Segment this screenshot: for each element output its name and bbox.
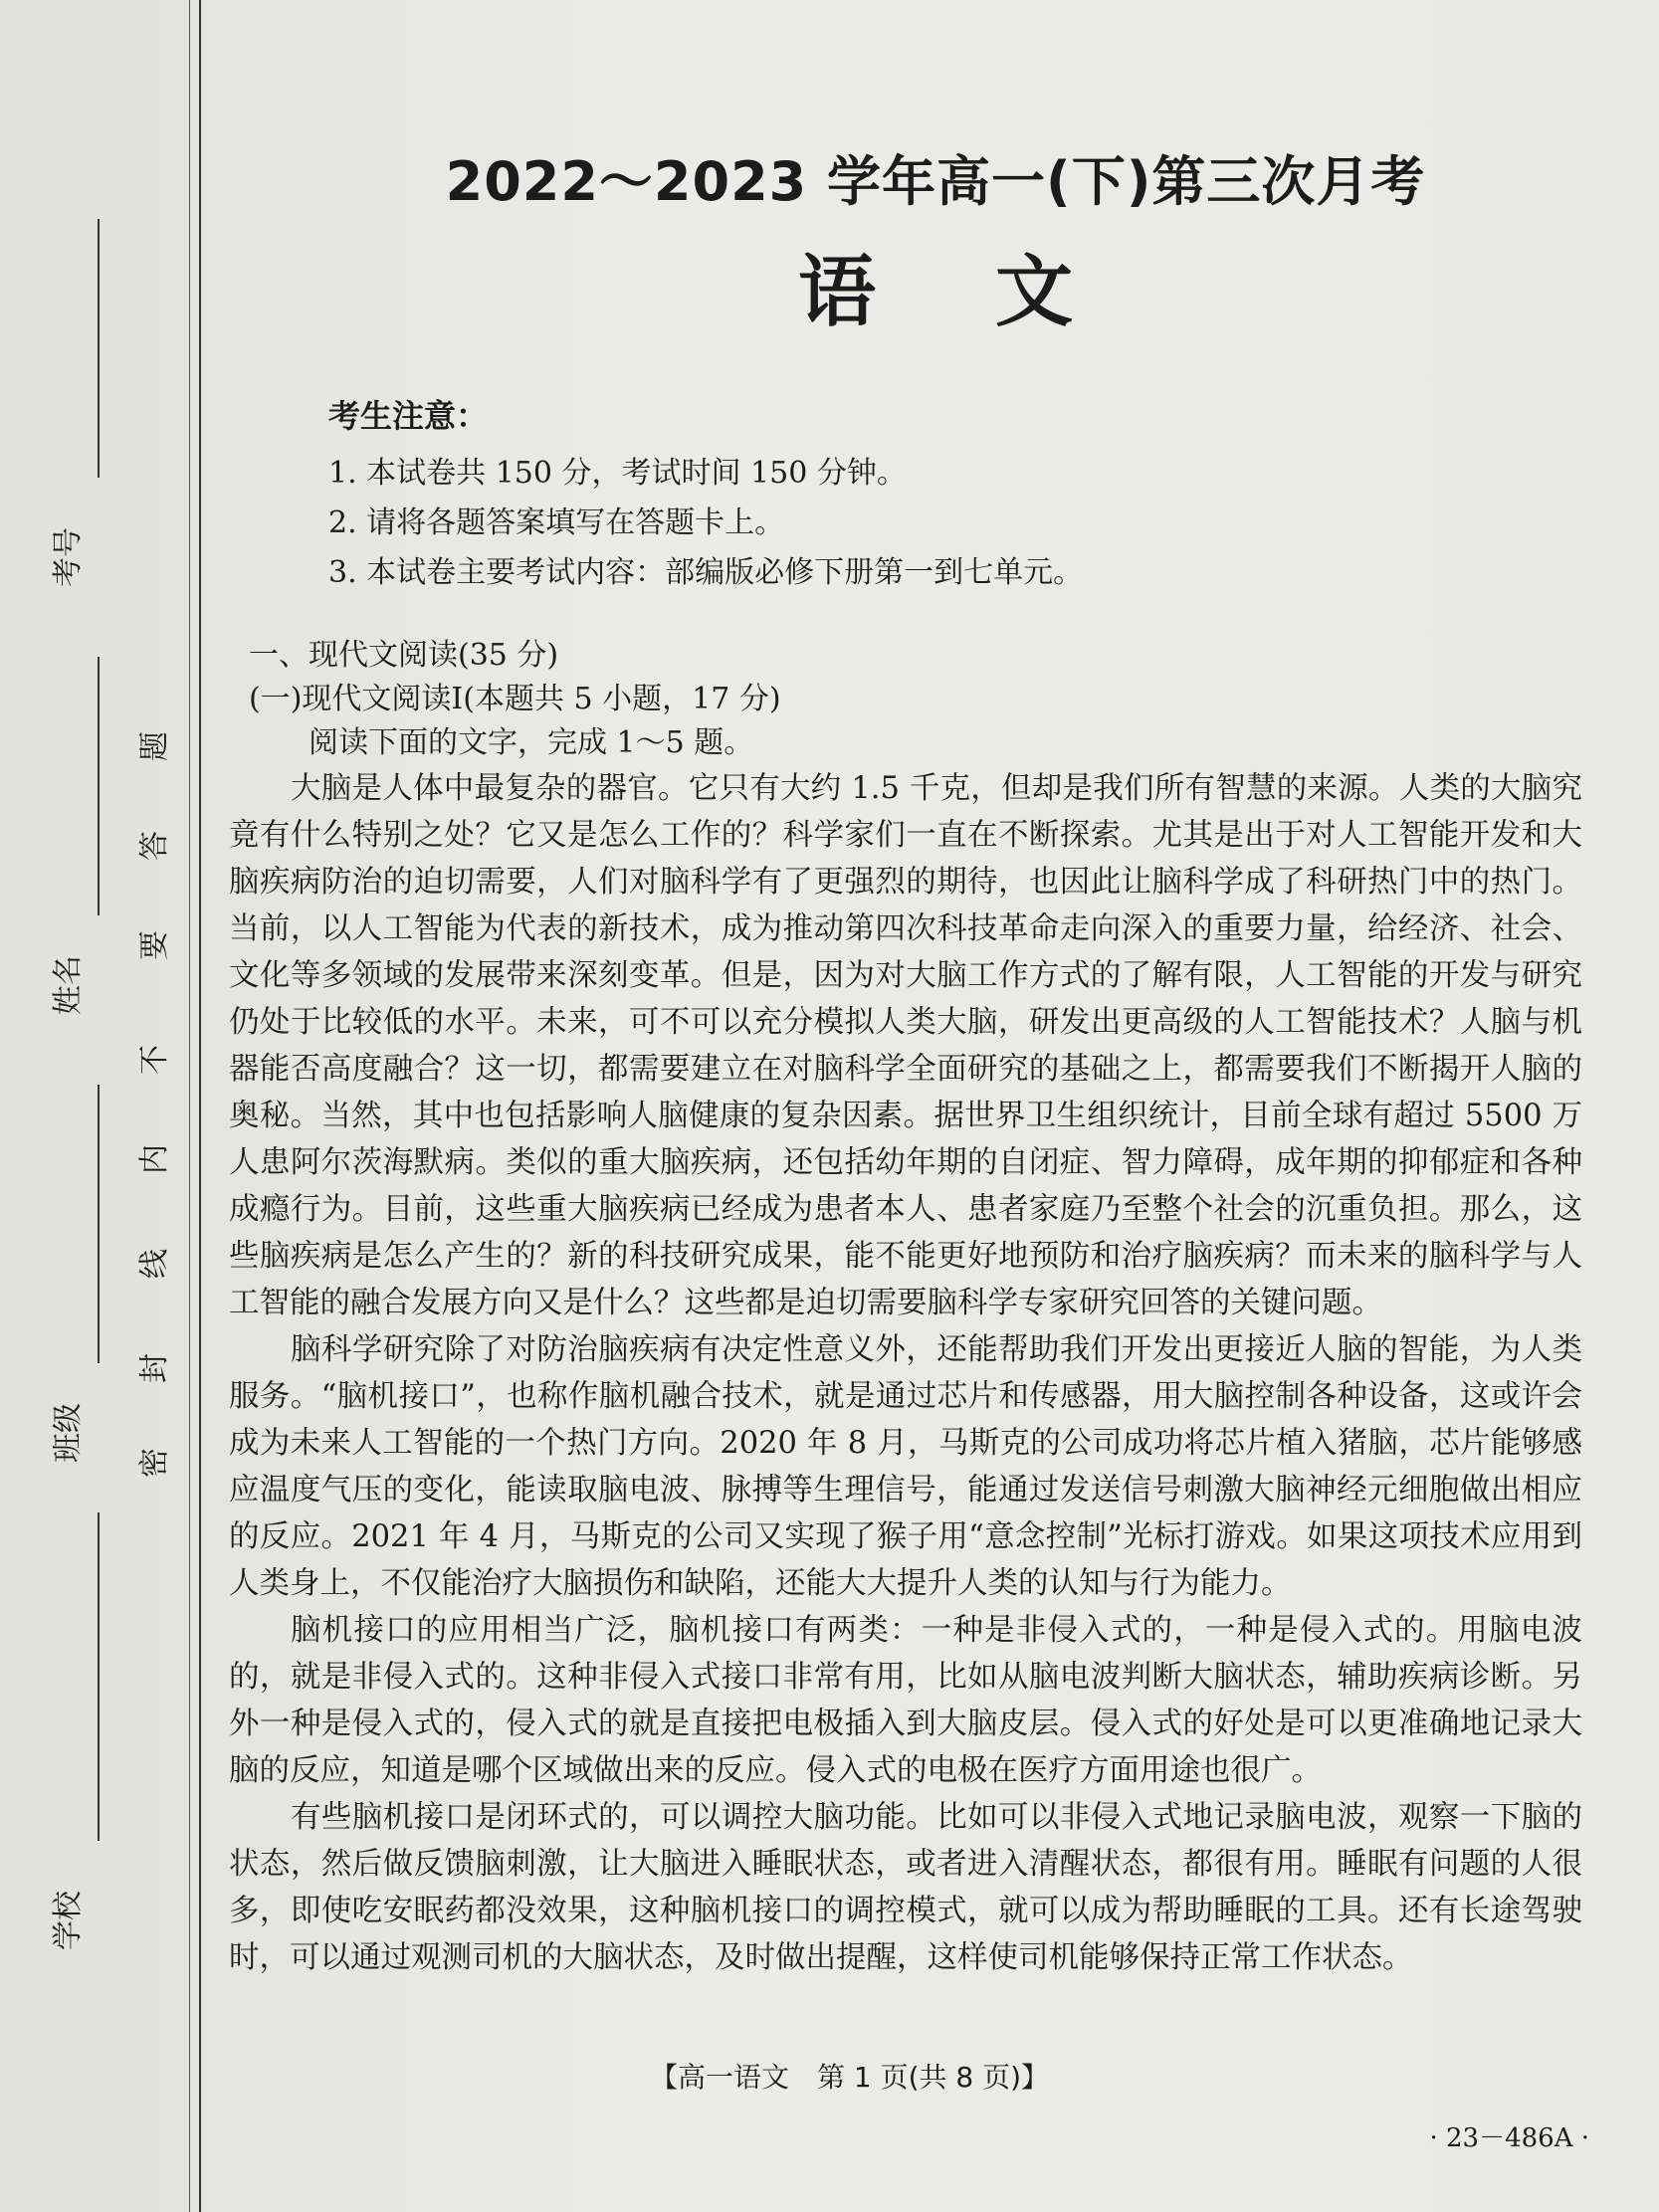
- binding-margin: [0, 0, 201, 2212]
- exam-number-label: 考号: [51, 527, 86, 587]
- school-label: 学校: [51, 1891, 86, 1950]
- reading-instruction: 阅读下面的文字，完成 1～5 题。: [309, 725, 754, 760]
- subsection-heading: (一)现代文阅读Ⅰ(本题共 5 小题，17 分): [249, 682, 781, 716]
- class-label: 班级: [51, 1403, 86, 1463]
- notice-item: 3. 本试卷主要考试内容：部编版必修下册第一到七单元。: [328, 555, 1084, 590]
- seal-char: 线: [137, 1249, 172, 1279]
- seal-char: 不: [137, 1045, 172, 1075]
- exam-title: 2022～2023 学年高一(下)第三次月考: [445, 150, 1426, 213]
- notice-item: 2. 请将各题答案填写在答题卡上。: [328, 505, 785, 540]
- notice-item: 1. 本试卷共 150 分，考试时间 150 分钟。: [328, 456, 907, 491]
- paper-code: · 23－486A ·: [1429, 2123, 1589, 2153]
- passage-paragraph: 脑机接口的应用相当广泛，脑机接口有两类：一种是非侵入式的，一种是侵入式的。用脑电波的，就是非侵入式的。这种非侵入式接口非常有用，比如从脑电波判断大脑状态，辅助疾病诊断。另外一种是侵入式的，侵入式的就是直接把电极插入到大脑皮层。侵入式的好处是可以更准确地记录大脑的反应，知道是哪个区域做出来的反应。侵入式的电极在医疗方面用途也很广。: [229, 1613, 1582, 1788]
- passage-paragraph: 脑科学研究除了对防治脑疾病有决定性意义外，还能帮助我们开发出更接近人脑的智能，为人类服务。“脑机接口”，也称作脑机融合技术，就是通过芯片和传感器，用大脑控制各种设备，这或许会成为未来人工智能的一个热门方向。2020 年 8 月，马斯克的公司成功将芯片植入猪脑，芯片能够感应温度气压的变化，能读取脑电波、脉搏等生理信号，能通过发送信号刺激大脑神经元细胞做出相应的反应。2021 年 4 月，马斯克的公司又实现了猴子用“意念控制”光标打游戏。如果这项技术应用到人类身上，不仅能治疗大脑损伤和缺陷，还能大大提升人类的认知与行为能力。: [229, 1332, 1582, 1601]
- seal-char: 密: [137, 1448, 172, 1478]
- seal-char: 封: [137, 1353, 172, 1383]
- page-footer: 【高一语文 第 1 页(共 8 页)】: [649, 2061, 1050, 2094]
- seal-char: 内: [137, 1144, 172, 1174]
- binding-fold-line: [189, 0, 190, 2212]
- school-blank: [98, 1512, 100, 1841]
- seal-char: 要: [137, 930, 172, 960]
- main-content: [229, 139, 1582, 1981]
- seal-char: 答: [137, 831, 172, 861]
- exam-number-blank: [98, 219, 100, 478]
- subject-title: 语文: [797, 248, 1192, 337]
- name-label: 姓名: [51, 955, 86, 1015]
- passage-paragraph: 有些脑机接口是闭环式的，可以调控大脑功能。比如可以非侵入式地记录脑电波，观察一下脑的状态，然后做反馈脑刺激，让大脑进入睡眠状态，或者进入清醒状态，都很有用。睡眠有问题的人很多，即使吃安眠药都没效果，这种脑机接口的调控模式，就可以成为帮助睡眠的工具。还有长途驾驶时，可以通过观测司机的大脑状态，及时做出提醒，这样使司机能够保持正常工作状态。: [229, 1800, 1582, 1975]
- name-blank: [98, 657, 100, 915]
- passage-paragraph: 大脑是人体中最复杂的器官。它只有大约 1.5 千克，但却是我们所有智慧的来源。人类的大脑究竟有什么特别之处？它又是怎么工作的？科学家们一直在不断探索。尤其是出于对人工智能开发和大脑疾病防治的迫切需要，人们对脑科学有了更强烈的期待，也因此让脑科学成了科研热门中的热门。当前，以人工智能为代表的新技术，成为推动第四次科技革命走向深入的重要力量，给经济、社会、文化等多领域的发展带来深刻变革。但是，因为对大脑工作方式的了解有限，人工智能的开发与研究仍处于比较低的水平。未来，可不可以充分模拟人类大脑，研发出更高级的人工智能技术？人脑与机器能否高度融合？这一切，都需要建立在对脑科学全面研究的基础之上，都需要我们不断揭开人脑的奥秘。当然，其中也包括影响人脑健康的复杂因素。据世界卫生组织统计，目前全球有超过 5500 万人患阿尔茨海默病。类似的重大脑疾病，还包括幼年期的自闭症、智力障碍，成年期的抑郁症和各种成瘾行为。目前，这些重大脑疾病已经成为患者本人、患者家庭乃至整个社会的沉重负担。那么，这些脑疾病是怎么产生的？新的科技研究成果，能不能更好地预防和治疗脑疾病？而未来的脑科学与人工智能的融合发展方向又是什么？这些都是迫切需要脑科学专家研究回答的关键问题。: [229, 771, 1582, 1320]
- candidate-notice: [328, 391, 1582, 598]
- notice-title: 考生注意：: [328, 397, 489, 435]
- seal-char: 题: [137, 731, 172, 761]
- reading-passage: [229, 765, 1582, 1981]
- section-heading: 一、现代文阅读(35 分): [249, 638, 559, 673]
- class-blank: [98, 1085, 100, 1363]
